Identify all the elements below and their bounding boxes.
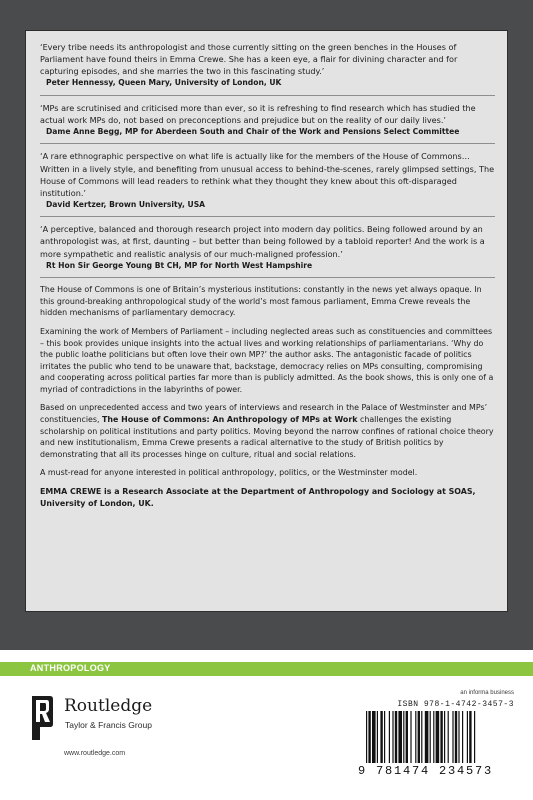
barcode-block (358, 690, 516, 782)
divider (40, 277, 495, 278)
quote-attribution: Rt Hon Sir George Young Bt CH, MP for North West Hampshire (46, 260, 313, 270)
imprint-text: an informa business (460, 690, 514, 696)
endorsement-quote-3 (40, 150, 495, 210)
publisher-url: www.routledge.com (64, 750, 126, 757)
blurb-panel (25, 30, 508, 612)
divider (40, 95, 495, 96)
quote-attribution: Peter Hennessy, Queen Mary, University of London, UK (46, 78, 282, 88)
endorsement-quote-4 (40, 223, 495, 271)
quote-text: ‘MPs are scrutinised and criticised more than ever, so it is refreshing to find research which has studied the actual work MPs do, not based on preconceptions and prejudice but on the reality of our daily lives.’ (40, 102, 476, 125)
ean-number: 9 781474 234573 (358, 764, 494, 778)
quote-text: ‘A rare ethnographic perspective on what life is actually like for the members of the House of Commons… Written in a lively style, and benefiting from unusual access to behind-the-scenes, rarely glimpsed settings, The House of Commons will lead readers to rethink what they thought they knew about this oft-disparaged institution.’ (40, 151, 495, 198)
endorsement-quote-2 (40, 102, 495, 138)
book-title: The House of Commons: An Anthropology of MPs at Work (102, 415, 358, 425)
endorsement-quote-1 (40, 41, 495, 89)
barcode-icon (366, 711, 514, 763)
subject-category-bar (0, 662, 533, 676)
description-paragraph-2: Examining the work of Members of Parliament – including neglected areas such as constituencies and committees – this book provides unique insights into the actual lives and working relationships of parliamentarians. ‘Why do the public loathe politicians but often love their own MP?’ the author asks. The antagonistic facade of politics irritates the public who tend to be unaware that, backstage, democracy relies on MPs consulting, compromising and cooperating across political parties far more than is publicly admitted. As the book shows, this is only one of a myriad of contradictions in the labyrinths of power. (40, 326, 494, 394)
author-bio: EMMA CREWE is a Research Associate at the Department of Anthropology and Sociology at SOAS, University of London, UK. (40, 487, 476, 508)
routledge-logo-icon (28, 694, 54, 742)
publisher-block (28, 694, 258, 774)
description-paragraph-1: The House of Commons is one of Britain’s mysterious institutions: constantly in the news yet always opaque. In this ground-breaking anthropological study of the world’s most famous parliament, Emma Crewe reveals the hidden mechanisms of parliamentary democracy. (40, 285, 482, 318)
quote-attribution: David Kertzer, Brown University, USA (46, 199, 206, 209)
description-paragraph-4: A must-read for anyone interested in political anthropology, politics, or the Westminster model. (40, 468, 418, 478)
divider (40, 143, 495, 144)
isbn-text: ISBN 978-1-4742-3457-3 (397, 700, 514, 709)
subject-label: ANTHROPOLOGY (30, 663, 111, 673)
quote-attribution: Dame Anne Begg, MP for Aberdeen South and Chair of the Work and Pensions Select Committee (46, 126, 460, 136)
publisher-name: Routledge (64, 696, 153, 716)
divider (40, 216, 495, 217)
description-text: challenges the existing scholarship on political institutions and party politics. Moving beyond the narrow confines of rational choice theory and new institutionalism, Emma Crewe presents a radical alternative to the study of British politics by demonstrating that all its processes hinge on culture, ritual and social relations. (40, 415, 494, 459)
description-text: Based on unprecedented access and two years of interviews and research in the Palace of Westminster and MPs’ constituencies, (40, 403, 488, 425)
quote-text: ‘A perceptive, balanced and thorough research project into modern day politics. Being followed around by an anthropologist was, at first, daunting – but better than being followed by a tabloid reporter! And the work is a more sympathetic and realistic analysis of our much-maligned profession.’ (40, 224, 485, 259)
description-paragraph-3 (40, 402, 495, 460)
publisher-group: Taylor & Francis Group (65, 720, 152, 730)
quote-text: ‘Every tribe needs its anthropologist and those currently sitting on the green benches in the Houses of Parliament have found theirs in Emma Crewe. She has a keen eye, a flair for divining character and for capturing episodes, and she marries the two in this fascinating study.’ (40, 42, 458, 77)
